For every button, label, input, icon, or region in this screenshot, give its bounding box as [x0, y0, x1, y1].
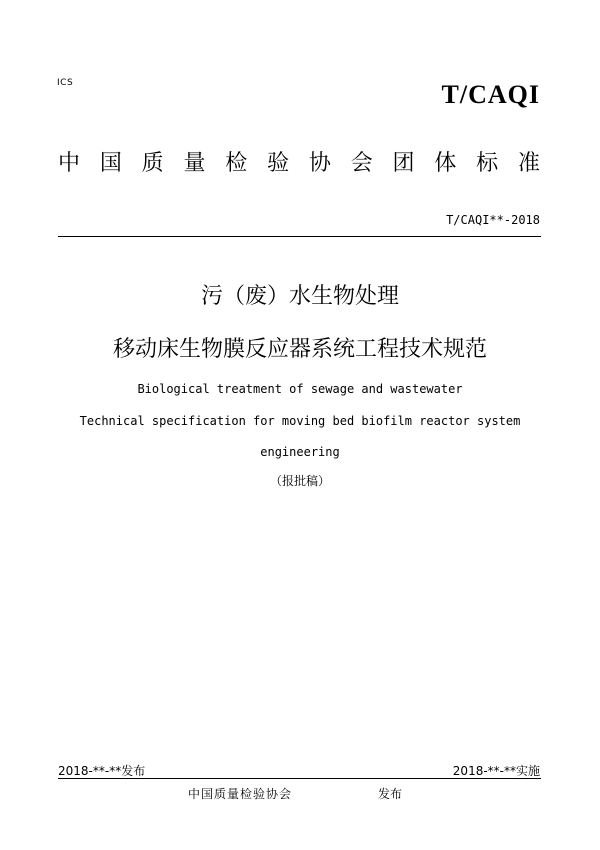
issue-date: 2018-**-**发布 — [58, 764, 146, 778]
org-title-char: 体 — [434, 151, 457, 176]
org-title-char: 检 — [225, 151, 248, 176]
org-title-char: 会 — [350, 151, 373, 176]
org-title-char: 团 — [392, 151, 415, 176]
ics-label: ICS — [57, 78, 74, 88]
org-title-char: 量 — [183, 151, 206, 176]
top-divider — [58, 236, 541, 237]
chinese-title-line-2: 移动床生物膜反应器系统工程技术规范 — [112, 337, 487, 362]
standard-logo: T/CAQI — [441, 80, 540, 109]
org-title-char: 中 — [58, 151, 81, 176]
english-title-line-1: Biological treatment of sewage and wastewater — [137, 382, 463, 396]
org-title-char: 标 — [476, 151, 499, 176]
org-title-char: 质 — [141, 151, 164, 176]
publish-label: 发布 — [378, 787, 403, 801]
publisher-name: 中国质量检验协会 — [188, 787, 293, 801]
draft-status: （报批稿） — [269, 474, 330, 488]
org-title-char: 协 — [308, 151, 331, 176]
org-title-char: 准 — [517, 151, 540, 176]
english-title-line-2: Technical specification for moving bed biofilm reactor system — [79, 414, 521, 428]
org-standard-title — [58, 153, 540, 175]
chinese-title-line-1: 污（废）水生物处理 — [200, 284, 399, 309]
implementation-date: 2018-**-**实施 — [452, 764, 540, 778]
org-title-char: 国 — [99, 151, 122, 176]
org-title-char: 验 — [267, 151, 290, 176]
document-number: T/CAQI**-2018 — [446, 213, 540, 227]
bottom-divider — [58, 778, 541, 779]
english-title-line-3: engineering — [260, 445, 340, 459]
